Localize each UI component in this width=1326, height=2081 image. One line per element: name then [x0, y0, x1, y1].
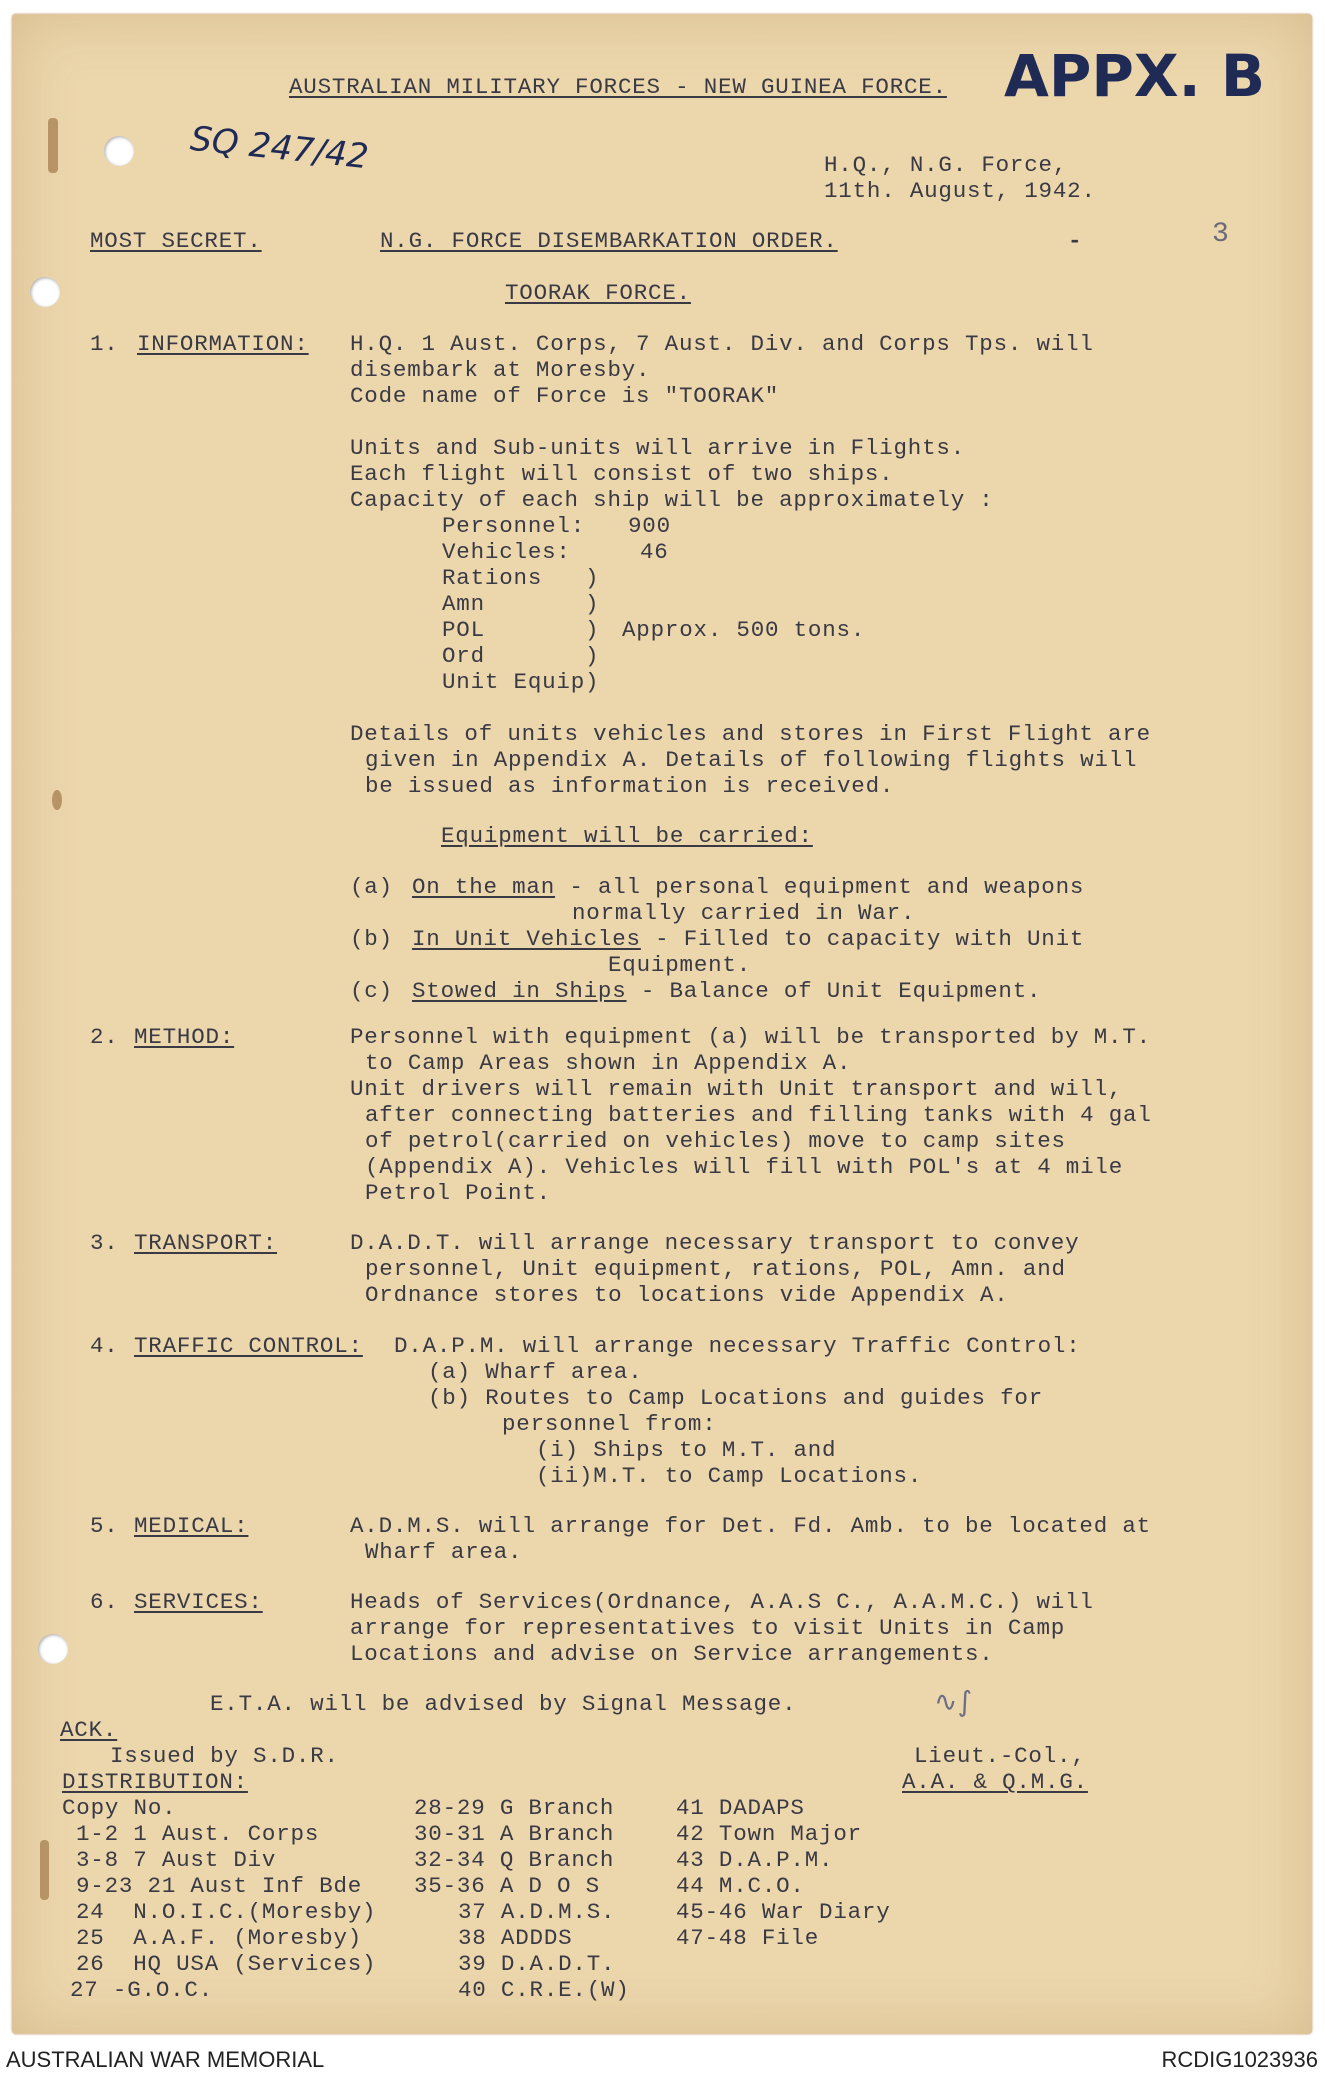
text-line: Wharf area.	[365, 1539, 523, 1565]
distribution-item: 25 A.A.F. (Moresby)	[76, 1925, 363, 1951]
text-line: normally carried in War.	[572, 900, 916, 926]
distribution-item: 38 ADDDS	[458, 1925, 573, 1951]
text-line: Units and Sub-units will arrive in Flights.	[350, 435, 965, 461]
text-line: Code name of Force is "TOORAK"	[350, 383, 780, 409]
item-a-term: On the man	[412, 874, 556, 900]
personnel-label: Personnel:	[442, 513, 586, 539]
distribution-item: 47-48 File	[676, 1925, 820, 1951]
hq-line: H.Q., N.G. Force,	[824, 152, 1068, 178]
text-line: to Camp Areas shown in Appendix A.	[365, 1050, 852, 1076]
section-number: 6.	[90, 1589, 119, 1615]
signatory-rank: Lieut.-Col.,	[914, 1743, 1086, 1769]
text-line: D.A.D.T. will arrange necessary transport to convey	[350, 1230, 1080, 1256]
distribution-item: 41 DADAPS	[676, 1795, 805, 1821]
text-line: (Appendix A). Vehicles will fill with POL's at 4 mile	[365, 1154, 1124, 1180]
distribution-item: 32-34 Q Branch	[414, 1847, 615, 1873]
item-label: (b)	[350, 926, 393, 952]
archive-name: AUSTRALIAN WAR MEMORIAL	[6, 2047, 325, 2072]
distribution-item: 26 HQ USA (Services)	[76, 1951, 377, 1977]
dash-mark: -	[1068, 228, 1083, 254]
force-title: TOORAK FORCE.	[505, 280, 691, 306]
distribution-item: 40 C.R.E.(W)	[458, 1977, 630, 2003]
distribution-item: 43 D.A.P.M.	[676, 1847, 834, 1873]
text-line: (ii)M.T. to Camp Locations.	[536, 1463, 923, 1489]
archive-reference: RCDIG1023936	[1161, 2047, 1318, 2072]
distribution-item: 27 -G.O.C.	[70, 1977, 214, 2003]
order-title: N.G. FORCE DISEMBARKATION ORDER.	[380, 228, 838, 254]
text-line: disembark at Moresby.	[350, 357, 651, 383]
text-line: Ordnance stores to locations vide Appendix A.	[365, 1282, 1009, 1308]
item-b-text: - Filled to capacity with Unit	[640, 926, 1085, 952]
section-number: 1.	[90, 331, 119, 357]
rust-stain	[40, 1840, 49, 1900]
text-line: Capacity of each ship will be approximately :	[350, 487, 994, 513]
text-line: Each flight will consist of two ships.	[350, 461, 894, 487]
text-line: (b) Routes to Camp Locations and guides for	[428, 1385, 1043, 1411]
text-line: Heads of Services(Ordnance, A.A.S C., A.A.M.C.) will	[350, 1589, 1094, 1615]
distribution-item: 3-8 7 Aust Div	[76, 1847, 277, 1873]
section-number: 2.	[90, 1024, 119, 1050]
distribution-item: 39 D.A.D.T.	[458, 1951, 616, 1977]
section-heading-information: INFORMATION:	[137, 331, 309, 357]
personnel-value: 900	[628, 513, 671, 539]
signature: ∿∫	[934, 1685, 973, 1718]
item-label: (a)	[350, 874, 393, 900]
signatory-appointment: A.A. & Q.M.G.	[902, 1769, 1088, 1795]
item-c	[412, 978, 1041, 1004]
stores-item: Amn )	[442, 591, 600, 617]
archive-footer	[0, 2037, 1326, 2081]
distribution-item: 30-31 A Branch	[414, 1821, 615, 1847]
vehicles-label: Vehicles:	[442, 539, 571, 565]
text-line: Locations and advise on Service arrangements.	[350, 1641, 994, 1667]
item-b	[412, 926, 1084, 952]
distribution-item: 35-36 A D O S	[414, 1873, 600, 1899]
text-line: Equipment.	[608, 952, 752, 978]
text-line: given in Appendix A. Details of following flights will	[365, 747, 1138, 773]
text-line: personnel from:	[502, 1411, 717, 1437]
stores-item: Unit Equip)	[442, 669, 600, 695]
issued-by: Issued by S.D.R.	[110, 1743, 339, 1769]
classification: MOST SECRET.	[90, 228, 262, 254]
item-label: (c)	[350, 978, 393, 1004]
copy-no-heading: Copy No.	[62, 1795, 177, 1821]
rust-stain	[52, 790, 62, 810]
distribution-item: 1-2 1 Aust. Corps	[76, 1821, 320, 1847]
item-a-text: - all personal equipment and weapons	[555, 874, 1085, 900]
text-line: arrange for representatives to visit Units in Camp	[350, 1615, 1066, 1641]
equipment-heading: Equipment will be carried:	[441, 823, 813, 849]
item-c-term: Stowed in Ships	[412, 978, 627, 1004]
distribution-item: 28-29 G Branch	[414, 1795, 615, 1821]
file-reference: SQ 247/42	[188, 118, 371, 178]
text-line: A.D.M.S. will arrange for Det. Fd. Amb. to be located at	[350, 1513, 1151, 1539]
text-line: of petrol(carried on vehicles) move to camp sites	[365, 1128, 1066, 1154]
distribution-item: 45-46 War Diary	[676, 1899, 891, 1925]
distribution-item: 42 Town Major	[676, 1821, 862, 1847]
text-line: Petrol Point.	[365, 1180, 551, 1206]
text-line: (i) Ships to M.T. and	[536, 1437, 837, 1463]
section-heading-services: SERVICES:	[134, 1589, 263, 1615]
section-heading-medical: MEDICAL:	[134, 1513, 249, 1539]
punch-hole-middle	[30, 277, 60, 307]
rust-stain	[48, 118, 58, 173]
distribution-heading: DISTRIBUTION:	[62, 1769, 248, 1795]
ack-label: ACK.	[60, 1717, 118, 1743]
section-heading-transport: TRANSPORT:	[134, 1230, 278, 1256]
punch-hole-bottom	[38, 1634, 68, 1664]
order-date: 11th. August, 1942.	[824, 178, 1096, 204]
item-c-text: - Balance of Unit Equipment.	[626, 978, 1042, 1004]
section-number: 4.	[90, 1333, 119, 1359]
page-number: 3	[1212, 219, 1230, 250]
eta-line: E.T.A. will be advised by Signal Message.	[210, 1691, 797, 1717]
section-number: 3.	[90, 1230, 119, 1256]
text-line: personnel, Unit equipment, rations, POL, Amn. and	[365, 1256, 1066, 1282]
section-number: 5.	[90, 1513, 119, 1539]
vehicles-value: 46	[640, 539, 669, 565]
distribution-item: 37 A.D.M.S.	[458, 1899, 616, 1925]
section-heading-method: METHOD:	[134, 1024, 235, 1050]
stores-item: POL )	[442, 617, 600, 643]
stores-approx: Approx. 500 tons.	[622, 617, 866, 643]
text-line: D.A.P.M. will arrange necessary Traffic Control:	[394, 1333, 1081, 1359]
appendix-mark: APPX. B	[1004, 42, 1266, 110]
text-line: Personnel with equipment (a) will be transported by M.T.	[350, 1024, 1151, 1050]
section-heading-traffic-control: TRAFFIC CONTROL:	[134, 1333, 363, 1359]
item-b-term: In Unit Vehicles	[412, 926, 641, 952]
text-line: Details of units vehicles and stores in First Flight are	[350, 721, 1151, 747]
item-a	[412, 874, 1084, 900]
stores-item: Rations )	[442, 565, 600, 591]
stores-item: Ord )	[442, 643, 600, 669]
distribution-item: 9-23 21 Aust Inf Bde	[76, 1873, 363, 1899]
text-line: after connecting batteries and filling tanks with 4 gal	[365, 1102, 1152, 1128]
distribution-item: 24 N.O.I.C.(Moresby)	[76, 1899, 377, 1925]
text-line: be issued as information is received.	[365, 773, 895, 799]
text-line: Unit drivers will remain with Unit transport and will,	[350, 1076, 1123, 1102]
document-title: AUSTRALIAN MILITARY FORCES - NEW GUINEA FORCE.	[289, 74, 947, 100]
text-line: H.Q. 1 Aust. Corps, 7 Aust. Div. and Corps Tps. will	[350, 331, 1094, 357]
text-line: (a) Wharf area.	[428, 1359, 643, 1385]
distribution-item: 44 M.C.O.	[676, 1873, 805, 1899]
punch-hole-top	[104, 136, 134, 166]
